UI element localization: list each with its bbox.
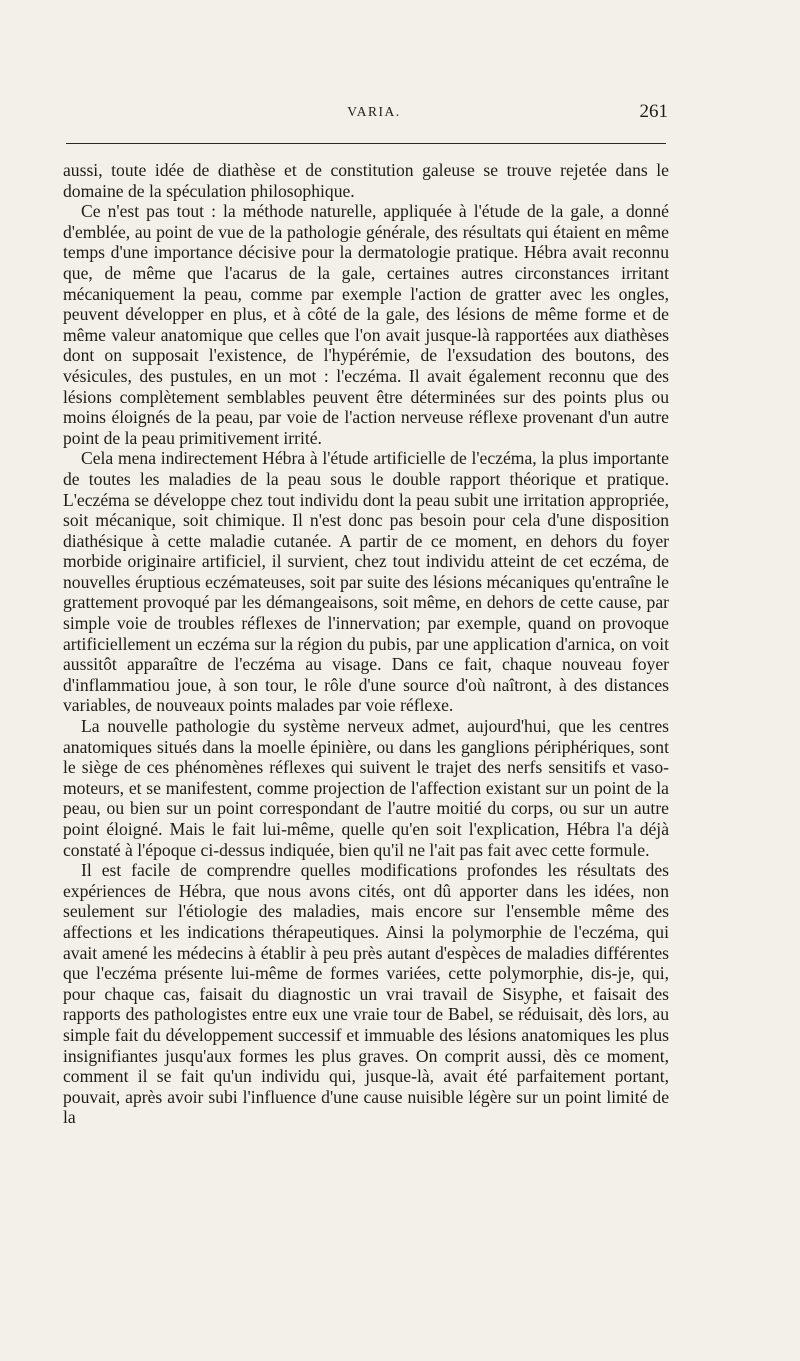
running-head: VARIA.	[347, 104, 401, 119]
paragraph-5: Il est facile de comprendre quelles modifications profondes les résultats des expériences de Hébra, que nous avons cités, ont dû apporter dans les idées, non seulement sur l'étiologie des maladies, mais encore sur l'ensemble même des affections et les indications thérapeutiques. Ainsi la polymorphie de l'eczéma, qui avait amené les médecins à établir à peu près autant d'espèces de maladies différentes que l'eczéma présente lui-même de formes variées, cette polymorphie, dis-je, qui, pour chaque cas, faisait du diagnostic un vrai travail de Sisyphe, et faisait des rapports des pathologistes entre eux une vraie tour de Babel, se réduisait, dès lors, au simple fait du développement successif et immuable des lésions anatomiques les plus insignifiantes jusqu'aux formes les plus graves. On comprit aussi, dès ce moment, comment il se fait qu'un individu qui, jusque-là, avait été parfaitement portant, pouvait, après avoir subi l'influence d'une cause nuisible légère sur un point limité de la	[63, 860, 669, 1128]
paragraph-3: Cela mena indirectement Hébra à l'étude artificielle de l'eczéma, la plus importante de toutes les maladies de la peau sous le double rapport théorique et pratique. L'eczéma se développe chez tout individu dont la peau subit une irritation appropriée, soit mécanique, soit chimique. Il n'est donc pas besoin pour cela d'une disposition diathésique à cette maladie cutanée. A partir de ce moment, en dehors du foyer morbide originaire artificiel, il survient, chez tout individu atteint de cet eczéma, de nouvelles éruptious eczémateuses, soit par suite des lésions mécaniques qu'entraîne le grattement provoqué par les démangeaisons, soit même, en dehors de cette cause, par simple voie de troubles réflexes de l'innervation; par exemple, quand on provoque artificiellement un eczéma sur la région du pubis, par une application d'arnica, on voit aussitôt apparaître de l'eczéma au visage. Dans ce fait, chaque nouveau foyer d'inflammatiou joue, à son tour, le rôle d'une source d'où naîtront, à des distances variables, de nouveaux points malades par voie réflexe.	[63, 448, 669, 716]
header-rule	[66, 143, 666, 144]
body-text	[63, 160, 669, 1128]
paragraph-4: La nouvelle pathologie du système nerveux admet, aujourd'hui, que les centres anatomiques situés dans la moelle épinière, ou dans les ganglions périphériques, sont le siège de ces phénomènes réflexes qui suivent le trajet des nerfs sensitifs et vaso-moteurs, et se manifestent, comme projection de l'affection existant sur un point de la peau, ou bien sur un point correspondant de l'autre moitié du corps, ou sur un autre point éloigné. Mais le fait lui-même, quelle qu'en soit l'explication, Hébra l'a déjà constaté à l'époque ci-dessus indiquée, bien qu'il ne l'ait pas fait avec cette formule.	[63, 716, 669, 860]
page-header	[62, 101, 668, 126]
page-number: 261	[639, 101, 668, 122]
paragraph-1: aussi, toute idée de diathèse et de constitution galeuse se trouve rejetée dans le domaine de la spéculation philosophique.	[63, 160, 669, 201]
paragraph-2: Ce n'est pas tout : la méthode naturelle, appliquée à l'étude de la gale, a donné d'emblée, au point de vue de la pathologie générale, des résultats qui étaient en même temps d'une importance décisive pour la dermatologie pratique. Hébra avait reconnu que, de même que l'acarus de la gale, certaines autres circonstances irritant mécaniquement la peau, comme par exemple l'action de gratter avec les ongles, peuvent développer en plus, et à côté de la gale, des lésions de même forme et de même valeur anatomique que celles que l'on avait jusque-là rapportées aux diathèses dont on supposait l'existence, de l'hypérémie, de l'exsudation des boutons, des vésicules, des pustules, en un mot : l'eczéma. Il avait également reconnu que des lésions complètement semblables peuvent être déterminées sur des points plus ou moins éloignés de la peau, par voie de l'action nerveuse réflexe provenant d'un autre point de la peau primitivement irrité.	[63, 201, 669, 448]
